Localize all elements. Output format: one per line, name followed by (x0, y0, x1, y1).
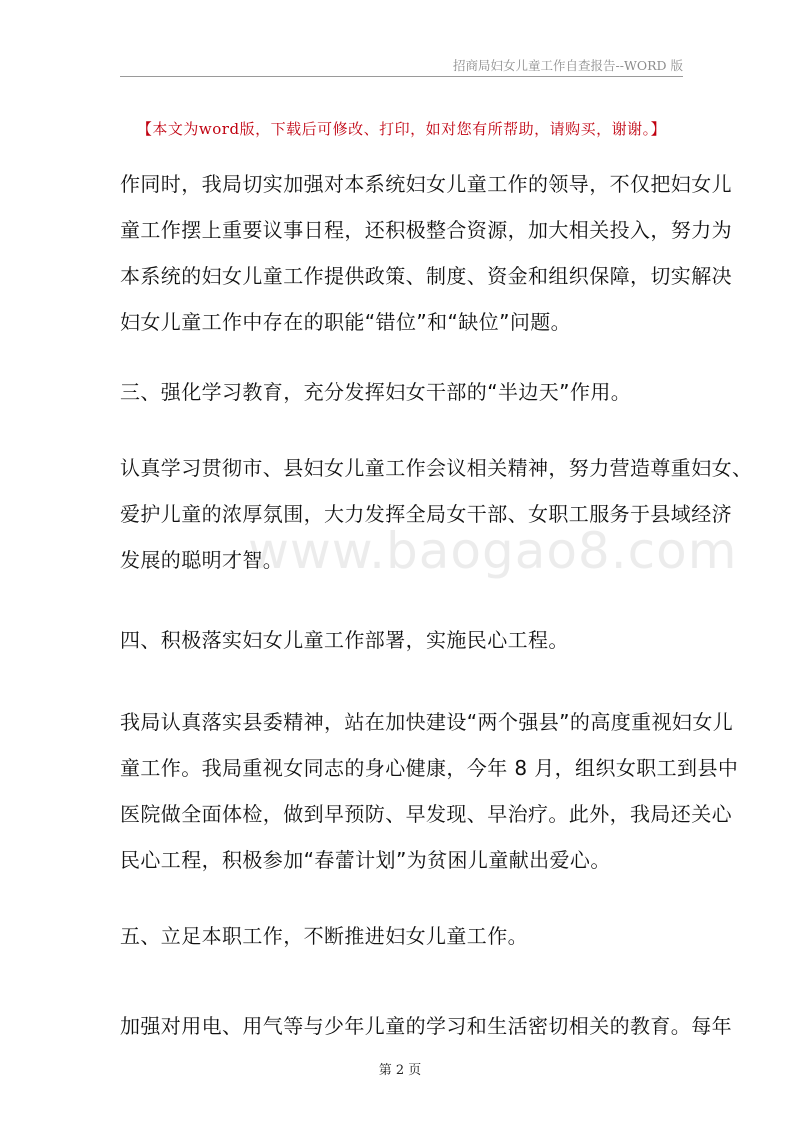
header-title: 招商局妇女儿童工作自查报告--WORD 版 (453, 58, 683, 73)
text-line: 本系统的妇女儿童工作提供政策、制度、资金和组织保障，切实解决 (120, 264, 732, 288)
text-line: 发展的聪明才智。 (120, 548, 284, 572)
text-line: 作同时，我局切实加强对本系统妇女儿童工作的领导，不仅把妇女儿 (120, 172, 732, 196)
section-heading: 四、积极落实妇女儿童工作部署，实施民心工程。 (120, 628, 569, 652)
download-notice: 【本文为word版，下载后可修改、打印，如对您有所帮助，请购买，谢谢。】 (136, 120, 667, 138)
text-line: 童工作。我局重视女同志的身心健康，今年 8 月，组织女职工到县中 (120, 756, 739, 780)
watermark: www.baogao8.com (248, 522, 738, 580)
text-line: 医院做全面体检，做到早预防、早发现、早治疗。此外，我局还关心 (120, 802, 732, 826)
text-line: 认真学习贯彻市、县妇女儿童工作会议相关精神，努力营造尊重妇女、 (120, 456, 753, 480)
text-line: 爱护儿童的浓厚氛围，大力发挥全局女干部、女职工服务于县域经济 (120, 502, 732, 526)
text-line: 童工作摆上重要议事日程，还积极整合资源，加大相关投入，努力为 (120, 218, 732, 242)
section-heading: 五、立足本职工作，不断推进妇女儿童工作。 (120, 924, 528, 948)
text-line: 加强对用电、用气等与少年儿童的学习和生活密切相关的教育。每年 (120, 1014, 732, 1038)
text-line: 民心工程，积极参加“春蕾计划”为贫困儿童献出爱心。 (120, 848, 611, 872)
page-header (120, 56, 683, 77)
page-number: 第 2 页 (378, 1063, 422, 1078)
text-line: 妇女儿童工作中存在的职能“错位”和“缺位”问题。 (120, 310, 572, 334)
text-line: 我局认真落实县委精神，站在加快建设“两个强县”的高度重视妇女儿 (120, 710, 734, 734)
section-heading: 三、强化学习教育，充分发挥妇女干部的“半边天”作用。 (120, 380, 632, 404)
